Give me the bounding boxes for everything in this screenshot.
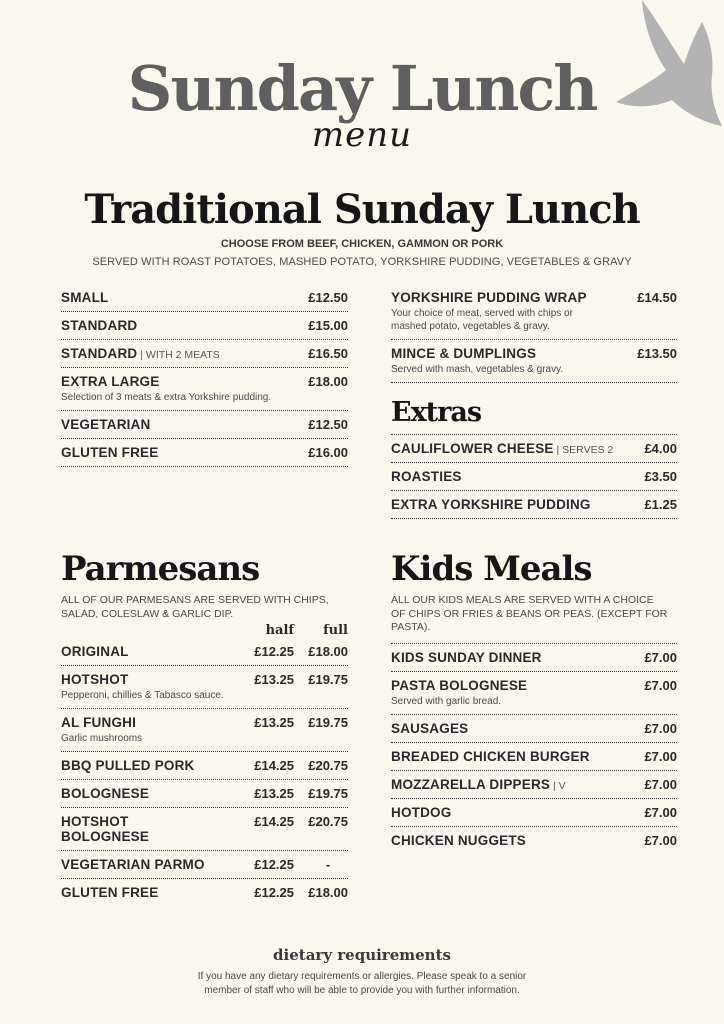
half-price: £12.25 — [254, 885, 294, 901]
half-price: £14.25 — [254, 814, 294, 830]
menu-item: EXTRA YORKSHIRE PUDDING £1.25 — [391, 491, 677, 519]
menu-item: EXTRA LARGE £18.00 Selection of 3 meats & extra Yorkshire pudding. — [61, 368, 348, 411]
full-price: £18.00 — [308, 885, 348, 901]
item-price: £1.25 — [644, 497, 677, 512]
full-price: £18.00 — [308, 644, 348, 660]
item-price: £7.00 — [644, 776, 677, 792]
traditional-right-list — [391, 284, 677, 519]
full-price: £19.75 — [308, 715, 348, 731]
menu-item: GLUTEN FREE £12.25 £18.00 — [61, 885, 348, 901]
item-description: Served with mash, vegetables & gravy. — [391, 364, 564, 375]
traditional-left-list — [61, 284, 348, 467]
full-price: £19.75 — [308, 786, 348, 802]
menu-item: PASTA BOLOGNESE £7.00 Served with garlic bread. — [391, 672, 677, 715]
parmesans-section — [61, 549, 348, 906]
menu-item: ROASTIES £3.50 — [391, 463, 677, 491]
menu-item: CAULIFLOWER CHEESE | SERVES 2 £4.00 — [391, 435, 677, 463]
item-description: Selection of 3 meats & extra Yorkshire pudding. — [61, 392, 272, 403]
item-price: £16.50 — [308, 346, 348, 361]
menu-item: HOTSHOT £13.25 £19.75 Pepperoni, chillies & Tabasco sauce. — [61, 666, 348, 709]
menu-item: STANDARD £15.00 — [61, 312, 348, 340]
footer-text: If you have any dietary requirements or allergies. Please speak to a senior member of staff who will be able to provide you with further information. — [197, 971, 527, 996]
full-price: £20.75 — [308, 814, 348, 830]
half-full-header — [61, 623, 348, 638]
item-price: £7.00 — [644, 832, 677, 848]
item-price: £3.50 — [644, 469, 677, 484]
half-price: £13.25 — [254, 786, 294, 802]
traditional-title: Traditional Sunday Lunch — [84, 186, 640, 233]
half-label: half — [265, 623, 294, 639]
item-price: £13.50 — [637, 346, 677, 361]
item-price: £16.00 — [308, 445, 348, 460]
item-description: Your choice of meat, served with chips or mashed potato, vegetables & gravy. — [391, 308, 573, 332]
kids-section — [391, 549, 677, 854]
full-label: full — [323, 623, 348, 639]
item-price: £18.00 — [308, 374, 348, 389]
menu-item: BBQ PULLED PORK £14.25 £20.75 — [61, 752, 348, 780]
menu-item: VEGETARIAN PARMO £12.25 - — [61, 851, 348, 879]
menu-item: MINCE & DUMPLINGS £13.50 Served with mash, vegetables & gravy. — [391, 340, 677, 383]
kids-title: Kids Meals — [391, 549, 592, 589]
half-price: £12.25 — [254, 857, 294, 873]
item-price: £7.00 — [644, 804, 677, 820]
menu-item: SAUSAGES £7.00 — [391, 715, 677, 743]
menu-item: STANDARD | WITH 2 MEATS £16.50 — [61, 340, 348, 368]
parmesans-intro: ALL OF OUR PARMESANS ARE SERVED WITH CHIPS, SALAD, COLESLAW & GARLIC DIP. — [61, 594, 329, 620]
menu-item: MOZZARELLA DIPPERS | V £7.00 — [391, 771, 677, 799]
menu-item: GLUTEN FREE £16.00 — [61, 439, 348, 467]
item-price: £7.00 — [644, 677, 677, 693]
menu-item: CHICKEN NUGGETS £7.00 — [391, 832, 677, 848]
item-price: £7.00 — [644, 748, 677, 764]
item-description: Garlic mushrooms — [61, 733, 143, 745]
footer-title: dietary requirements — [273, 946, 451, 964]
item-price: £4.00 — [644, 441, 677, 456]
kids-intro: ALL OUR KIDS MEALS ARE SERVED WITH A CHOICE OF CHIPS OR FRIES & BEANS OR PEAS. (EXCEPT FOR PASTA). — [391, 594, 668, 634]
menu-item: BOLOGNESE £13.25 £19.75 — [61, 780, 348, 808]
item-price: £7.00 — [644, 649, 677, 665]
item-price: £12.50 — [308, 290, 348, 305]
full-price: £19.75 — [308, 672, 348, 688]
traditional-served: SERVED WITH ROAST POTATOES, MASHED POTATO, YORKSHIRE PUDDING, VEGETABLES & GRAVY — [92, 256, 632, 268]
menu-title: Sunday Lunch — [127, 52, 597, 125]
parmesans-title: Parmesans — [61, 549, 260, 589]
full-price: - — [325, 857, 331, 873]
half-price: £13.25 — [254, 672, 294, 688]
menu-subtitle: menu — [311, 115, 413, 155]
menu-item: AL FUNGHI £13.25 £19.75 Garlic mushrooms — [61, 709, 348, 752]
menu-item: KIDS SUNDAY DINNER £7.00 — [391, 644, 677, 672]
item-price: £12.50 — [308, 417, 348, 432]
item-price: £15.00 — [308, 318, 348, 333]
extras-title: Extras — [391, 397, 482, 428]
item-price: £14.50 — [637, 290, 677, 305]
half-price: £12.25 — [254, 644, 294, 660]
menu-item: YORKSHIRE PUDDING WRAP £14.50 Your choice of meat, served with chips or mashed potato, vegetables & gravy. — [391, 284, 677, 340]
item-price: £7.00 — [644, 720, 677, 736]
traditional-choose: CHOOSE FROM BEEF, CHICKEN, GAMMON OR PORK — [220, 238, 504, 250]
item-description: Pepperoni, chillies & Tabasco sauce. — [61, 690, 224, 702]
item-description: Served with garlic bread. — [391, 695, 502, 707]
half-price: £14.25 — [254, 758, 294, 774]
menu-item: BREADED CHICKEN BURGER £7.00 — [391, 743, 677, 771]
half-price: £13.25 — [254, 715, 294, 731]
menu-item: VEGETARIAN £12.50 — [61, 411, 348, 439]
menu-item: HOTDOG £7.00 — [391, 799, 677, 827]
menu-item: ORIGINAL £12.25 £18.00 — [61, 638, 348, 666]
menu-item: SMALL £12.50 — [61, 284, 348, 312]
menu-item: HOTSHOT BOLOGNESE £14.25 £20.75 — [61, 808, 348, 851]
full-price: £20.75 — [308, 758, 348, 774]
